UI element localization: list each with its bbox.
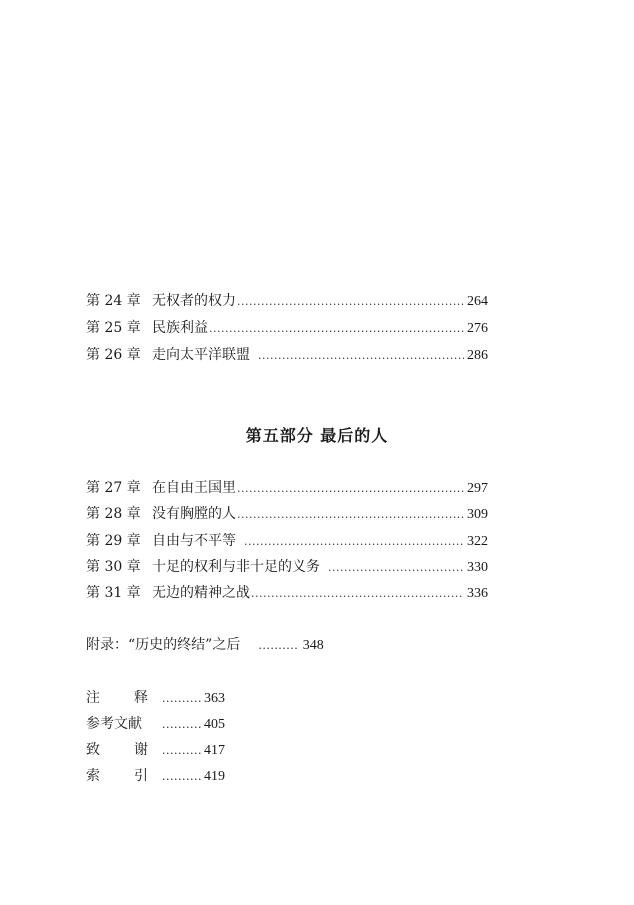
index-label — [86, 765, 162, 787]
page-number: 322 — [467, 534, 488, 549]
toc-entry-appendix[interactable] — [86, 634, 324, 657]
dot-leader: .......... — [162, 744, 202, 757]
dot-leader — [237, 504, 464, 526]
chapter-number: 第 26 章 — [86, 347, 141, 363]
label-char: 注 — [86, 690, 100, 706]
toc-entry-chapter-28[interactable] — [86, 503, 488, 525]
dot-leader: .......... — [162, 770, 202, 783]
toc-entry-notes[interactable] — [86, 687, 225, 709]
chapter-title: 十足的权利与非十足的义务 — [152, 559, 320, 575]
page-number: 297 — [467, 481, 488, 496]
page-number: 405 — [203, 717, 225, 732]
dot-leader: .......... — [162, 718, 202, 731]
page-number: 276 — [467, 321, 488, 336]
toc-entry-chapter-31[interactable] — [86, 582, 488, 604]
chapter-title: 无边的精神之战 — [152, 585, 250, 601]
notes-label — [86, 687, 162, 709]
label-char: 谢 — [134, 742, 148, 758]
toc-entry-chapter-26[interactable] — [86, 344, 488, 366]
page-number: 286 — [467, 348, 488, 363]
dot-leader: .......... — [162, 692, 202, 705]
label-char: 致 — [86, 742, 100, 758]
toc-entry-bibliography[interactable] — [86, 713, 225, 735]
dot-leader — [328, 557, 464, 579]
label-char: 引 — [134, 768, 148, 784]
toc-entry-chapter-25[interactable] — [86, 317, 488, 339]
chapter-number: 第 24 章 — [86, 293, 141, 309]
page-number: 417 — [203, 743, 225, 758]
dot-leader: .......... — [258, 639, 299, 652]
dot-leader — [244, 531, 464, 553]
dot-leader — [251, 583, 464, 605]
dot-leader — [258, 345, 464, 367]
toc-entry-chapter-29[interactable] — [86, 530, 488, 552]
chapter-title: 在自由王国里 — [152, 480, 236, 496]
page-number: 336 — [467, 586, 488, 601]
page-number: 309 — [467, 507, 488, 522]
toc-entry-chapter-30[interactable] — [86, 556, 488, 578]
page-number: 264 — [467, 294, 488, 309]
chapter-number: 第 30 章 — [86, 559, 141, 575]
dot-leader — [237, 291, 464, 313]
label-char: 释 — [134, 690, 148, 706]
page-number: 330 — [467, 560, 488, 575]
dot-leader — [209, 318, 464, 340]
page-number: 419 — [203, 769, 225, 784]
acknowledgements-label — [86, 739, 162, 761]
toc-entry-chapter-24[interactable] — [86, 290, 488, 312]
chapter-number: 第 31 章 — [86, 585, 141, 601]
page-number: 363 — [203, 691, 225, 706]
label-char: 索 — [86, 768, 100, 784]
part-five-heading: 第五部分 最后的人 — [245, 426, 389, 445]
toc-entry-acknowledgements[interactable] — [86, 739, 225, 761]
toc-entry-index[interactable] — [86, 765, 225, 787]
toc-entry-chapter-27[interactable] — [86, 477, 488, 499]
page-number: 348 — [302, 638, 324, 653]
bibliography-label: 参考文献 — [86, 716, 142, 732]
chapter-title: 民族利益 — [152, 320, 208, 336]
chapter-title: 没有胸膛的人 — [152, 506, 236, 522]
dot-leader — [237, 478, 464, 500]
appendix-label: 附录：“历史的终结”之后 — [86, 637, 241, 653]
chapter-title: 走向太平洋联盟 — [152, 347, 250, 363]
chapter-title: 无权者的权力 — [152, 293, 236, 309]
chapter-number: 第 27 章 — [86, 480, 141, 496]
chapter-title: 自由与不平等 — [152, 533, 236, 549]
chapter-number: 第 29 章 — [86, 533, 141, 549]
chapter-number: 第 28 章 — [86, 506, 141, 522]
chapter-number: 第 25 章 — [86, 320, 141, 336]
